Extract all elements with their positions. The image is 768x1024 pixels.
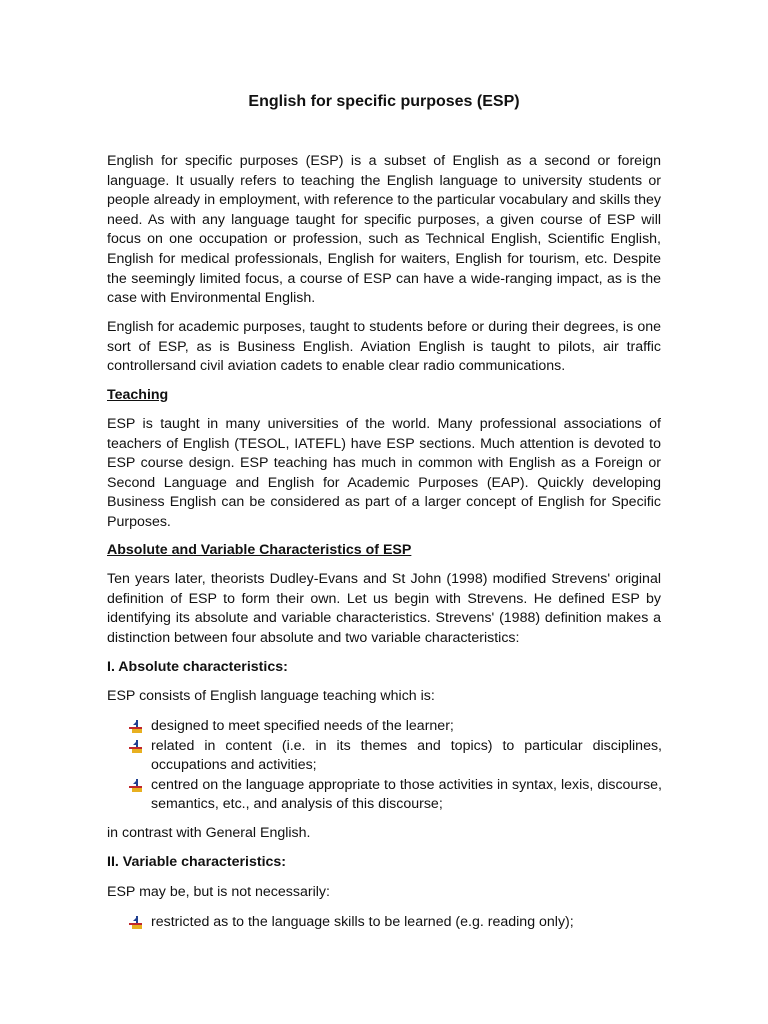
list-item-text: centred on the language appropriate to those activities in syntax, lexis, discourse, semantics, etc., and analysis of this discourse; <box>151 776 662 813</box>
absolute-intro: ESP consists of English language teaching which is: <box>107 688 435 704</box>
teaching-heading: Teaching <box>107 387 169 403</box>
arrow-bullet-icon <box>129 916 143 930</box>
characteristics-heading: Absolute and Variable Characteristics of ESP <box>107 542 412 558</box>
list-item-text: restricted as to the language skills to be learned (e.g. reading only); <box>151 914 574 930</box>
variable-intro: ESP may be, but is not necessarily: <box>107 884 330 900</box>
teaching-paragraph: ESP is taught in many universities of the world. Many professional associations of teachers of English (TESOL, IATEFL) have ESP sections. Much attention is devoted to ESP course design. ESP teaching has much in common with English as a Foreign or Second Language and English for Academic Purposes (EAP). Quickly developing Business English can be considered as part of a larger concept of English for Specific Purposes. <box>107 416 661 530</box>
variable-heading: II. Variable characteristics: <box>107 854 287 870</box>
absolute-heading: I. Absolute characteristics: <box>107 659 288 675</box>
list-item-text: designed to meet specified needs of the learner; <box>151 718 454 734</box>
characteristics-paragraph: Ten years later, theorists Dudley-Evans and St John (1998) modified Strevens' original definition of ESP to form their own. Let us begin with Strevens. He defined ESP by identifying its absolute and variable characteristics. Strevens' (1988) definition makes a distinction between four absolute and two variable characteristics: <box>107 571 661 646</box>
list-item <box>129 913 662 933</box>
arrow-bullet-icon <box>129 740 143 754</box>
intro-paragraph: English for specific purposes (ESP) is a subset of English as a second or foreign language. It usually refers to teaching the English language to university students or people already in employment, with reference to the particular vocabulary and skills they need. As with any language taught for specific purposes, a given course of ESP will focus on one occupation or profession, such as Technical English, Scientific English, English for medical professionals, English for waiters, English for tourism, etc. Despite the seemingly limited focus, a course of ESP can have a wide-ranging impact, as is the case with Environmental English. <box>107 153 661 307</box>
list-item <box>129 737 662 776</box>
absolute-list <box>129 717 662 815</box>
page-title: English for specific purposes (ESP) <box>248 93 520 110</box>
academic-paragraph: English for academic purposes, taught to students before or during their degrees, is one sort of ESP, as is Business English. Aviation English is taught to pilots, air traffic controllersand civil aviation cadets to enable clear radio communications. <box>107 319 661 375</box>
list-item-text: related in content (i.e. in its themes and topics) to particular disciplines, occupations and activities; <box>151 737 662 774</box>
list-item <box>129 776 662 815</box>
variable-list <box>129 913 662 933</box>
absolute-outro: in contrast with General English. <box>107 825 311 841</box>
arrow-bullet-icon <box>129 720 143 734</box>
list-item <box>129 717 662 737</box>
arrow-bullet-icon <box>129 779 143 793</box>
